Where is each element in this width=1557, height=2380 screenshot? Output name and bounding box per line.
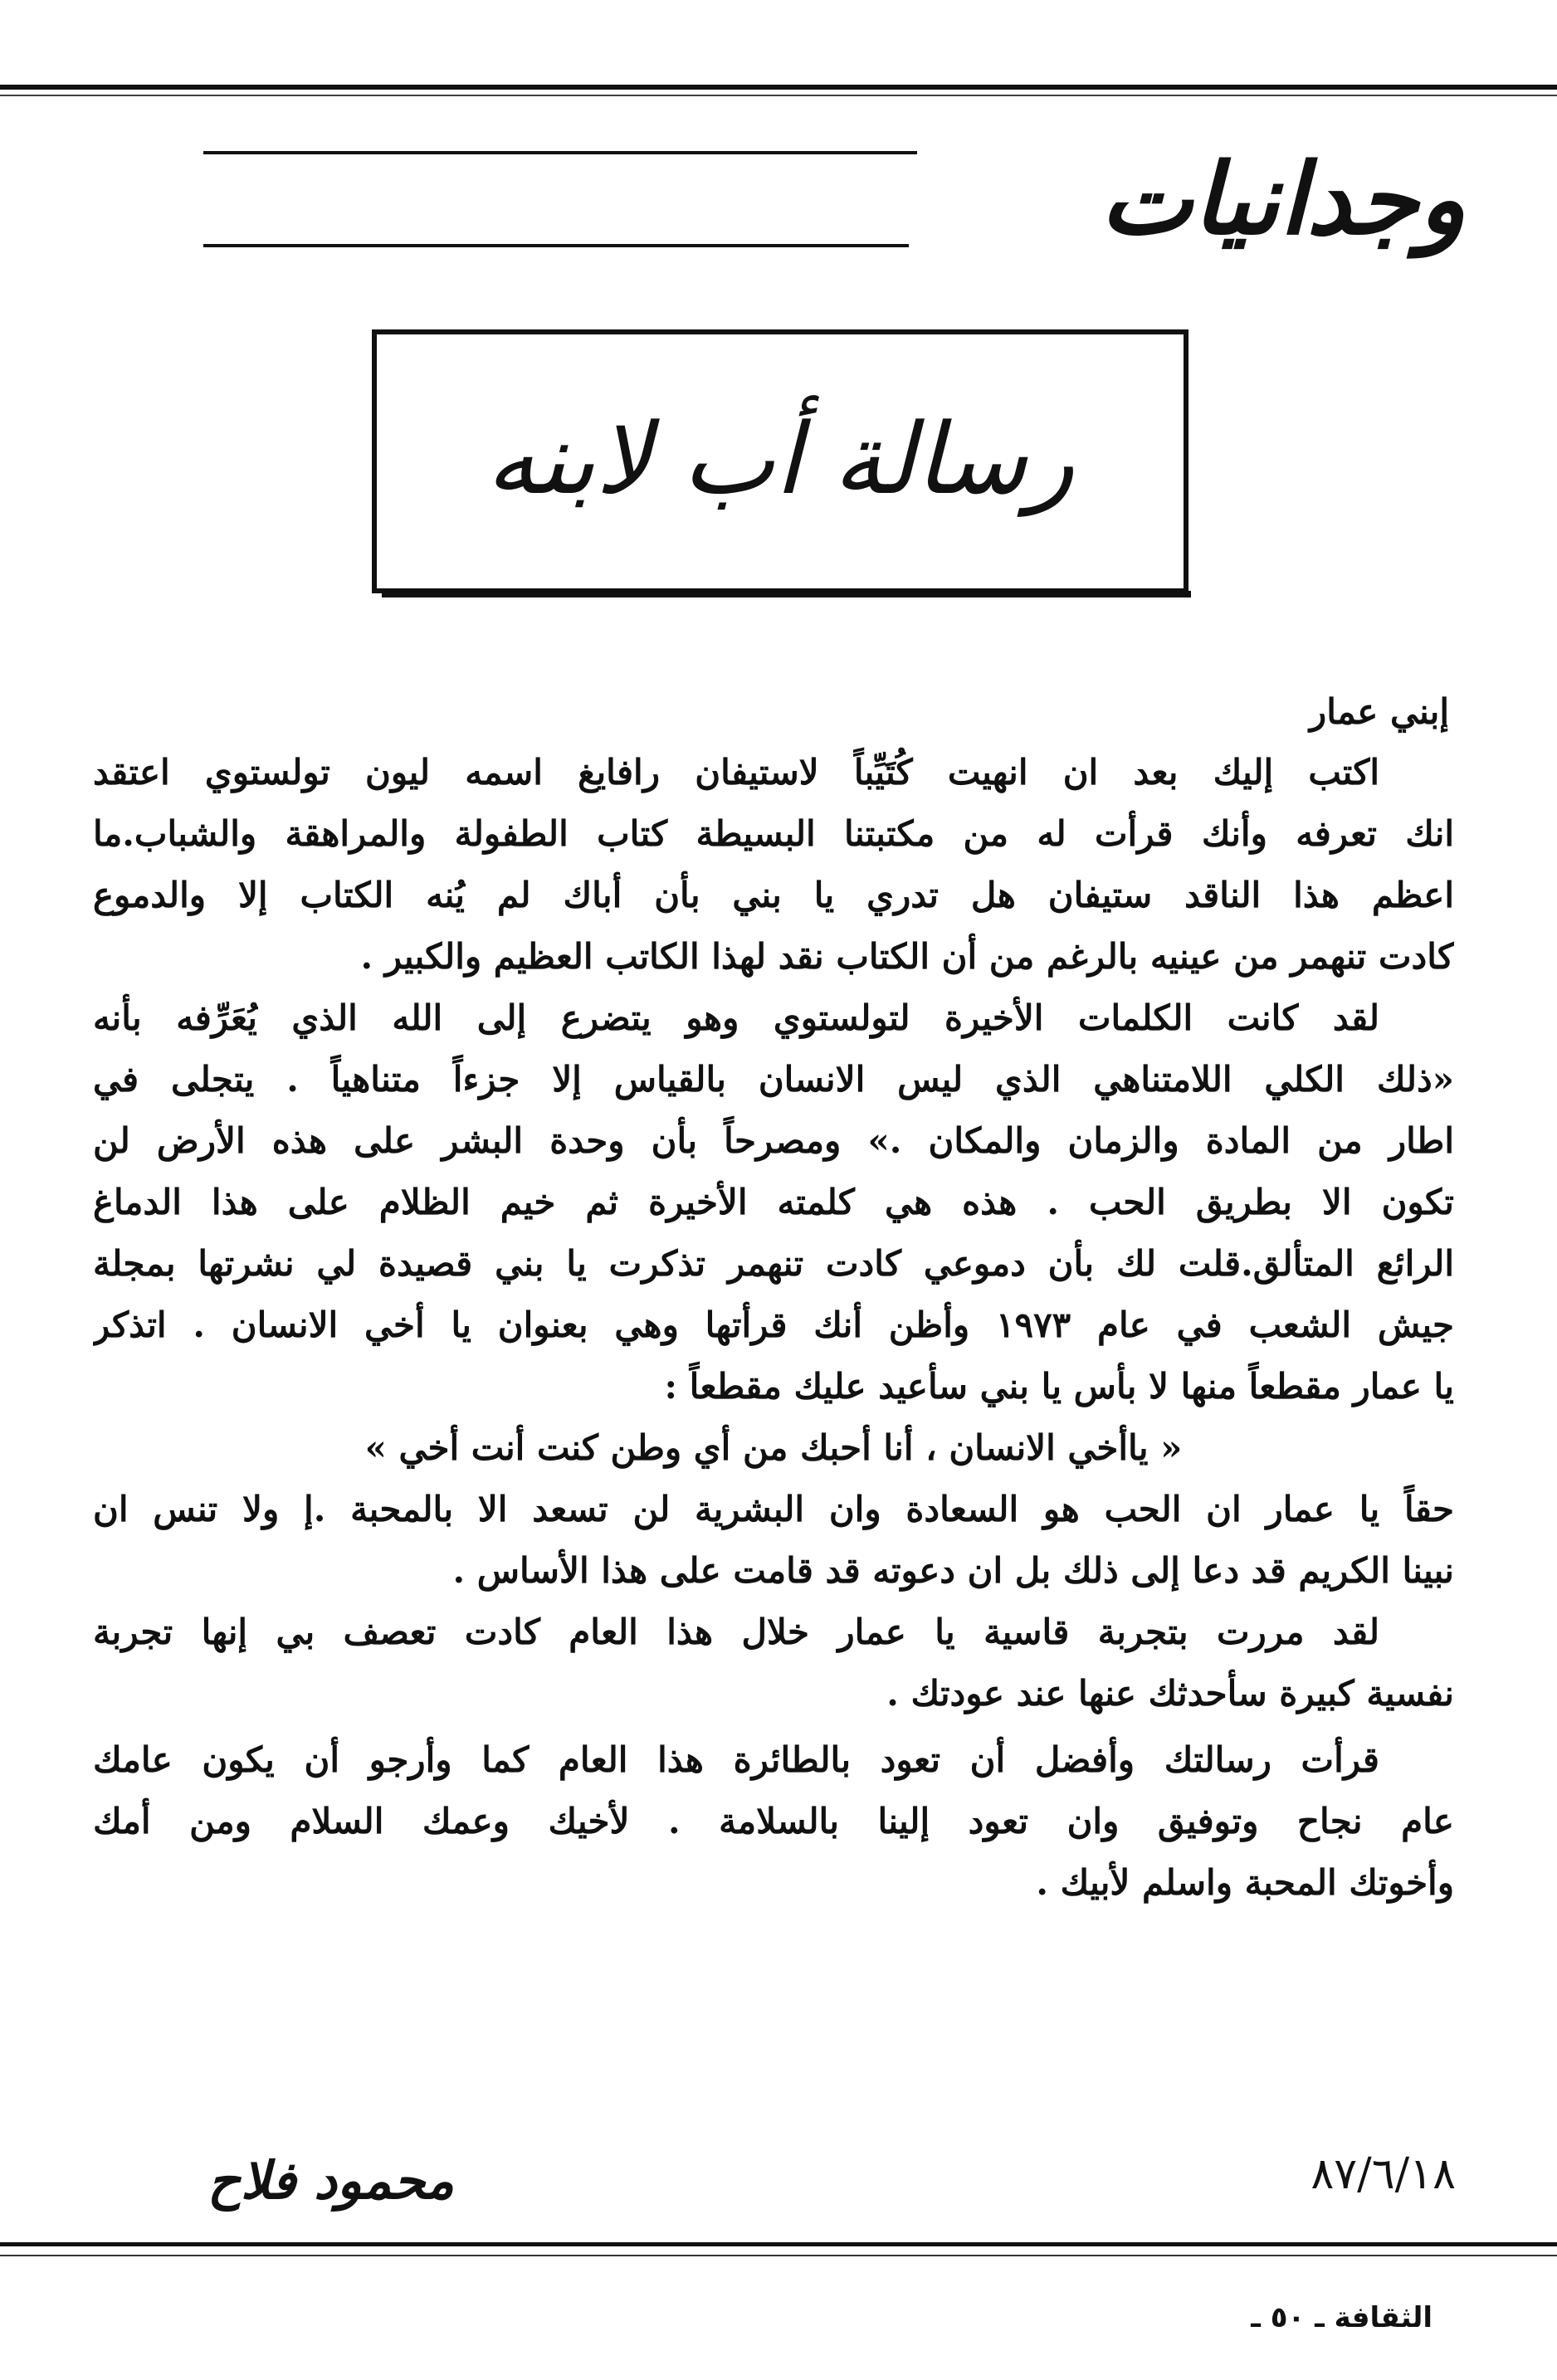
article-title-box [372, 329, 1188, 593]
top-rule-thin [0, 95, 1557, 96]
letter-body [93, 682, 1454, 1914]
letter-line: «ذلك الكلي اللامتناهي الذي ليس الانسان بالقياس إلا جزءاً متناهياً . يتجلى في [93, 1059, 1454, 1100]
letter-line: عام نجاح وتوفيق وان تعود إلينا بالسلامة . لأخيك وعمك السلام ومن أمك [93, 1801, 1454, 1841]
letter-line: اعظم هذا الناقد ستيفان هل تدري يا بني بأن أباك لم يُنه الكتاب إلا والدموع [93, 875, 1454, 915]
letter-date: ٨٧/٦/١٨ [1311, 2149, 1456, 2199]
letter-line: جيش الشعب في عام ١٩٧٣ وأظن أنك قرأتها وهي بعنوان يا أخي الانسان . اتذكر [93, 1305, 1454, 1345]
letter-line: الرائع المتألق.قلت لك بأن دموعي كادت تنهمر تذكرت يا بني قصيدة لي نشرتها بمجلة [93, 1243, 1454, 1284]
letter-line: انك تعرفه وأنك قرأت له من مكتبتنا البسيطة كتاب الطفولة والمراهقة والشباب.ما [93, 813, 1454, 854]
header-line-lower [203, 244, 909, 247]
letter-greeting: إبني عمار [1309, 691, 1449, 732]
letter-quote: « ياأخي الانسان ، أنا أحبك من أي وطن كنت أنت أخي » [364, 1427, 1183, 1468]
letter-line: حقاً يا عمار ان الحب هو السعادة وان البشرية لن تسعد الا بالمحبة .إ ولا تنس ان [93, 1489, 1454, 1529]
section-title: وجدانيات [1100, 141, 1466, 256]
letter-line: اطار من المادة والزمان والمكان .» ومصرحاً بأن وحدة البشر على هذه الأرض لن [93, 1120, 1454, 1161]
letter-line: قرأت رسالتك وأفضل أن تعود بالطائرة هذا العام كما وأرجو أن يكون عامك [93, 1739, 1379, 1780]
letter-signature: محمود فلاح [207, 2150, 454, 2211]
letter-line: لقد مررت بتجربة قاسية يا عمار خلال هذا العام كادت تعصف بي إنها تجربة [93, 1612, 1379, 1652]
top-rule [0, 85, 1557, 90]
bottom-rule-thin [0, 2255, 1557, 2256]
letter-line: لقد كانت الكلمات الأخيرة لتولستوي وهو يتضرع إلى الله الذي يُعَرِّفه بأنه [93, 997, 1379, 1038]
letter-line: كادت تنهمر من عينيه بالرغم من أن الكتاب نقد لهذا الكاتب العظيم والكبير . [360, 936, 1454, 977]
letter-line: نفسية كبيرة سأحدثك عنها عند عودتك . [886, 1673, 1454, 1714]
letter-line: اكتب إليك بعد ان انهيت كُتَيِّباً لاستيفان رافايغ اسمه ليون تولستوي اعتقد [93, 752, 1379, 793]
letter-line: يا عمار مقطعاً منها لا بأس يا بني سأعيد عليك مقطعاً : [664, 1366, 1454, 1407]
page-footer: الثقافة ـ ٥٠ ـ [1251, 2301, 1433, 2334]
article-title-box-shadow [382, 591, 1191, 597]
article-title: رسالة أب لابنه [486, 402, 1075, 516]
bottom-rule [0, 2242, 1557, 2246]
letter-line: نبينا الكريم قد دعا إلى ذلك بل ان دعوته قد قامت على هذا الأساس . [452, 1550, 1454, 1591]
letter-line: وأخوتك المحبة واسلم لأبيك . [1036, 1862, 1454, 1903]
header-line-upper [203, 151, 917, 154]
letter-line: تكون الا بطريق الحب . هذه هي كلمته الأخيرة ثم خيم الظلام على هذا الدماغ [93, 1182, 1454, 1222]
